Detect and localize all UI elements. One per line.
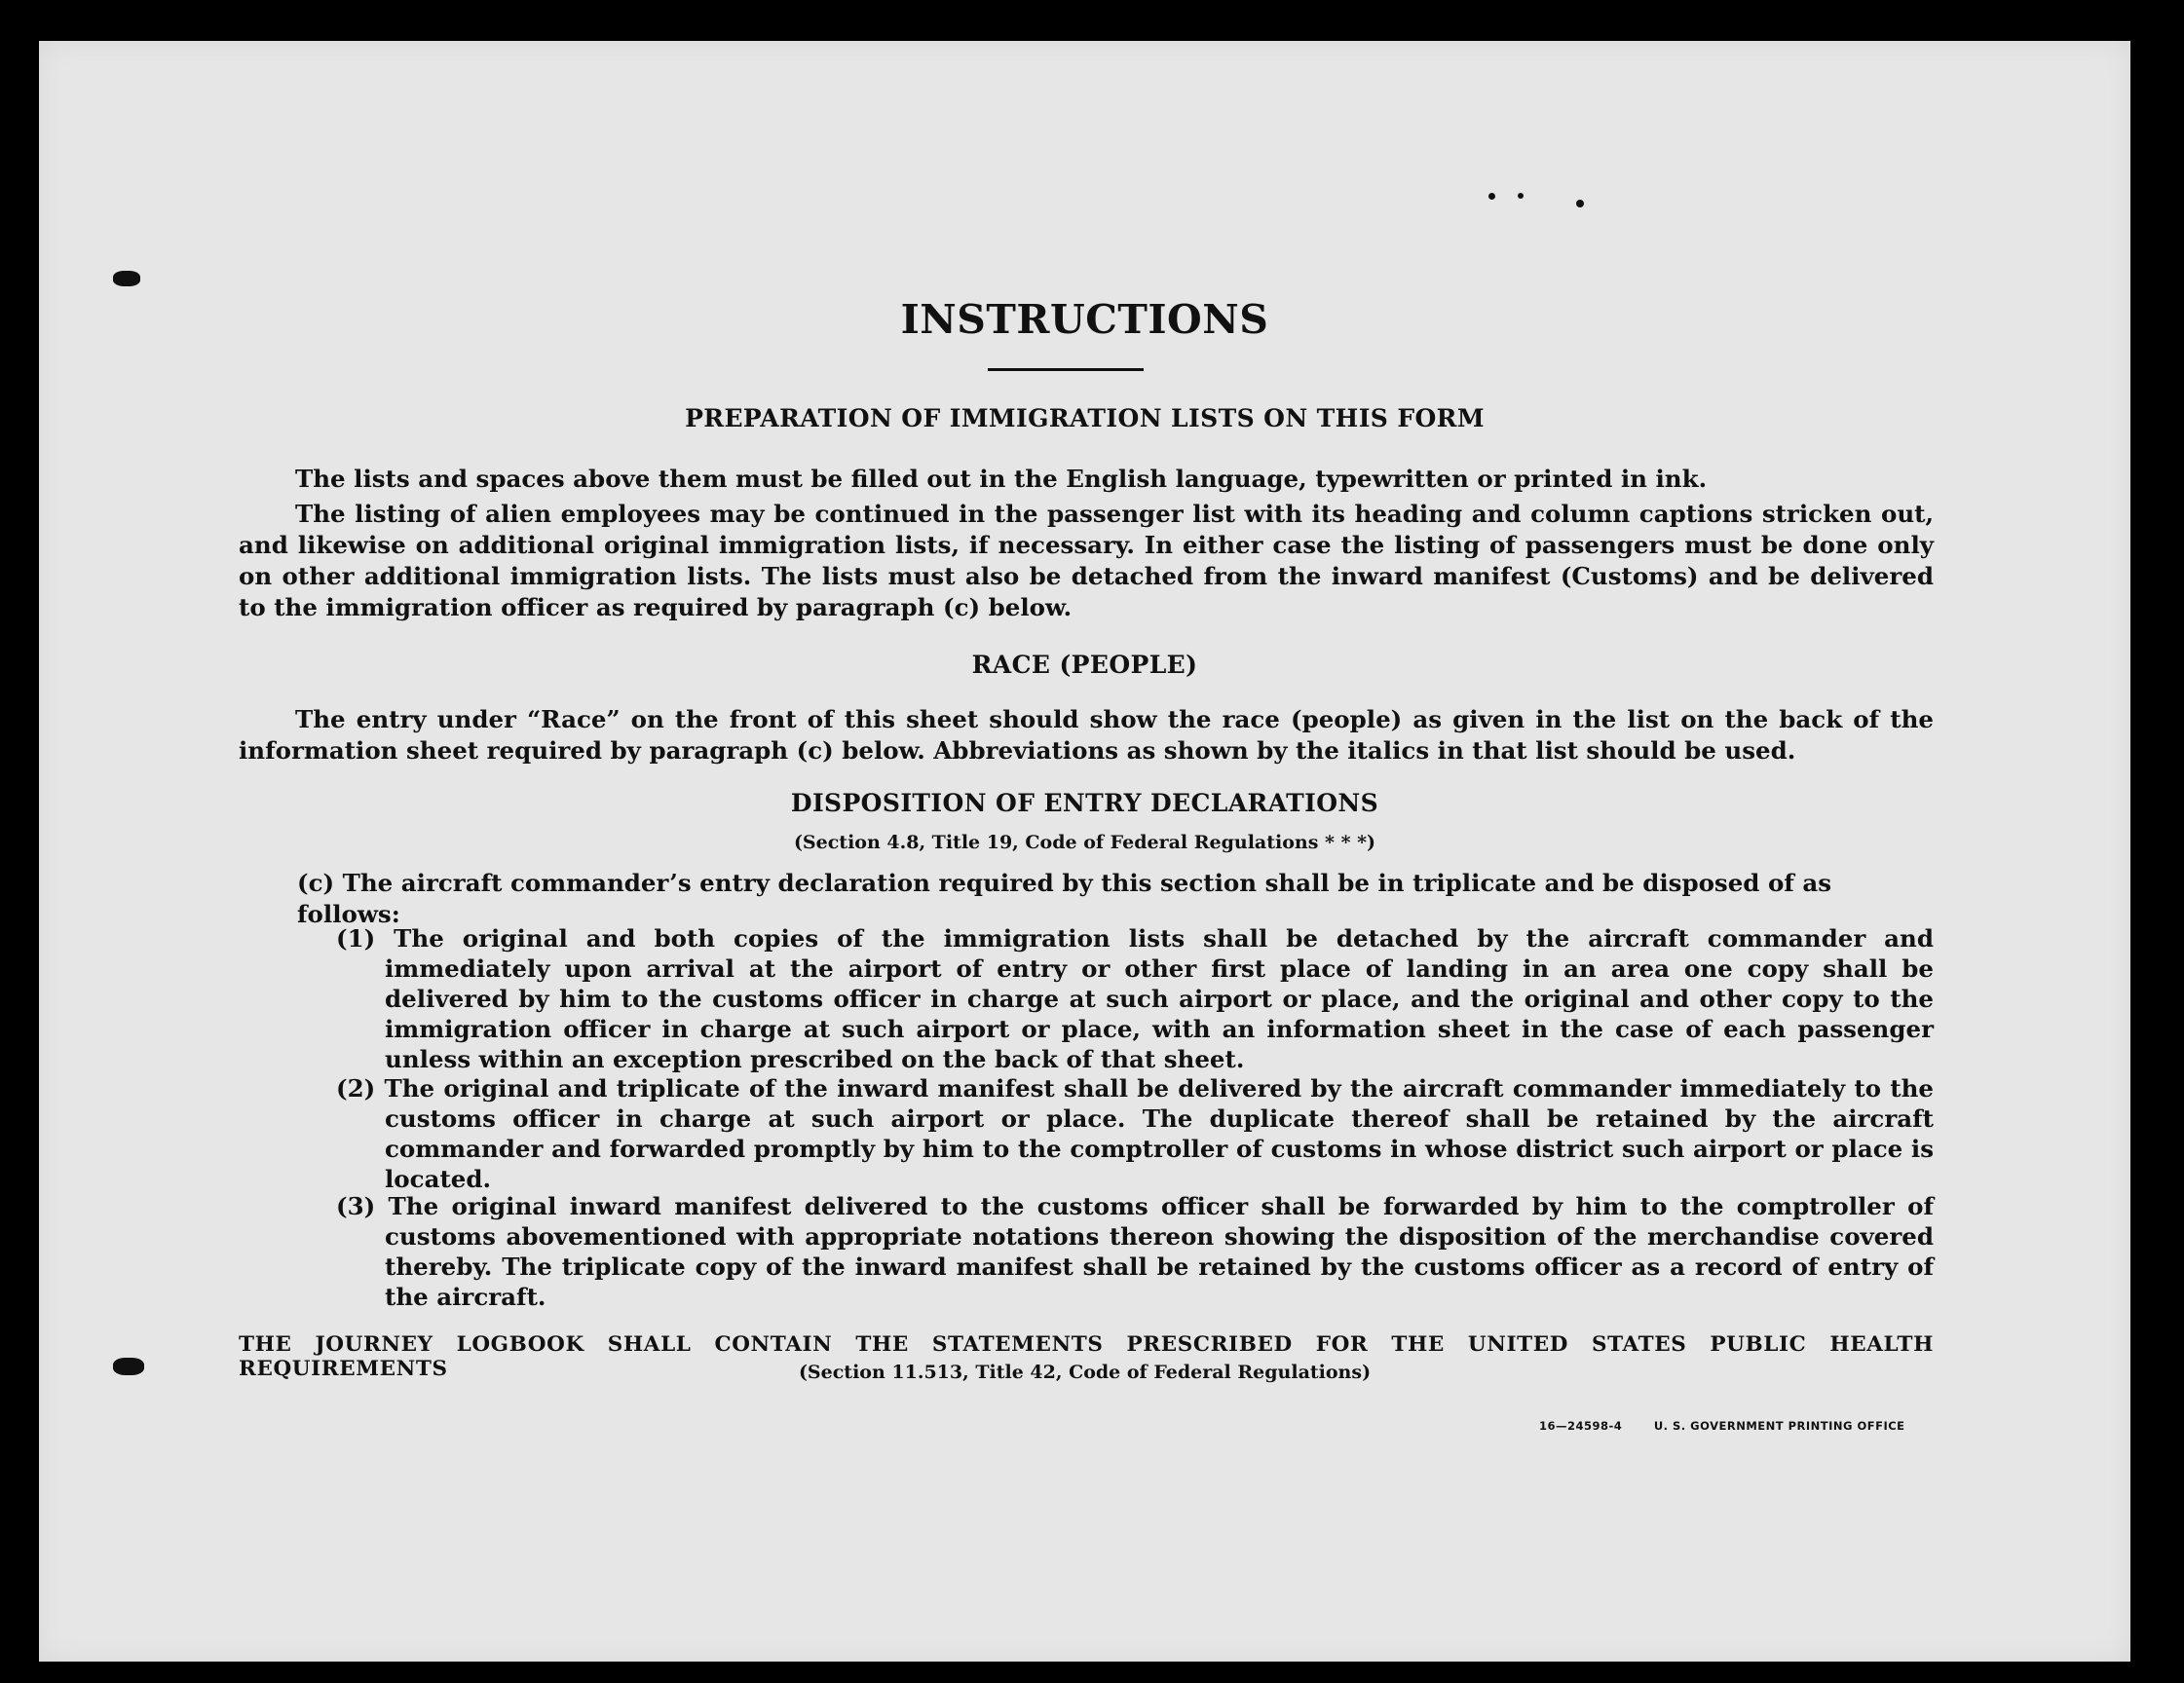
section-heading-preparation: PREPARATION OF IMMIGRATION LISTS ON THIS FORM <box>685 404 1485 432</box>
scan-speck <box>1488 193 1495 200</box>
document-page <box>39 41 2130 1662</box>
footer-statement: THE JOURNEY LOGBOOK SHALL CONTAIN THE STATEMENTS PRESCRIBED FOR THE UNITED STATES PUBLIC HEALTH REQUIREMENTS <box>239 1332 1934 1381</box>
title-underline <box>988 368 1144 371</box>
page-title: INSTRUCTIONS <box>900 296 1269 343</box>
scan-mark <box>113 1358 144 1375</box>
list-item-3: (3) The original inward manifest delivered to the customs officer shall be forwarded by him to the comptroller of customs abovementioned with appropriate notations thereon showing the disposition of the merchandise covered thereby. The triplicate copy of the inward manifest shall be retained by the customs officer as a record of entry of the aircraft. <box>336 1192 1934 1311</box>
footer-citation: (Section 11.513, Title 42, Code of Federal Regulations) <box>798 1362 1372 1383</box>
paragraph-c-intro: (c) The aircraft commander’s entry declaration required by this section shall be in triplicate and be disposed of as follows: <box>297 869 1832 928</box>
paragraph-english-language: The lists and spaces above them must be filled out in the English language, typewritten or printed in ink. <box>295 465 1708 493</box>
section-heading-disposition: DISPOSITION OF ENTRY DECLARATIONS <box>790 789 1379 817</box>
paragraph-race-entry: The entry under “Race” on the front of this sheet should show the race (people) as given in the list on the back of the information sheet required by paragraph (c) below. Abbreviations as shown by the italics in that list should be used. <box>239 705 1934 765</box>
printer-imprint <box>1539 1419 1905 1433</box>
scan-speck <box>1518 193 1524 199</box>
scan-mark <box>113 271 140 286</box>
form-number: 16—24598-4 <box>1539 1419 1623 1433</box>
paragraph-alien-employees: The listing of alien employees may be continued in the passenger list with its heading and column captions stricken out, and likewise on additional original immigration lists, if necessary. In either case the listing of passengers must be done only on other additional immigration lists. The lists must also be detached from the inward manifest (Customs) and be delivered to the immigration officer as required by paragraph (c) below. <box>239 500 1934 621</box>
printer-name: U. S. GOVERNMENT PRINTING OFFICE <box>1653 1419 1905 1433</box>
list-item-2: (2) The original and triplicate of the inward manifest shall be delivered by the aircraft commander immediately to the customs officer in charge at such airport or place. The duplicate thereof shall be retained by the aircraft commander and forwarded promptly by him to the comptroller of customs in whose district such airport or place is located. <box>336 1074 1934 1193</box>
section-citation-title-19: (Section 4.8, Title 19, Code of Federal Regulations * * *) <box>793 832 1376 853</box>
list-item-1: (1) The original and both copies of the immigration lists shall be detached by the aircraft commander and immediately upon arrival at the airport of entry or other first place of landing in an area one copy shall be delivered by him to the customs officer in charge at such airport or place, and the original and other copy to the immigration officer in charge at such airport or place, with an information sheet in the case of each passenger unless within an exception prescribed on the back of that sheet. <box>336 924 1934 1073</box>
scan-speck <box>1576 200 1584 207</box>
section-heading-race: RACE (PEOPLE) <box>971 651 1198 679</box>
